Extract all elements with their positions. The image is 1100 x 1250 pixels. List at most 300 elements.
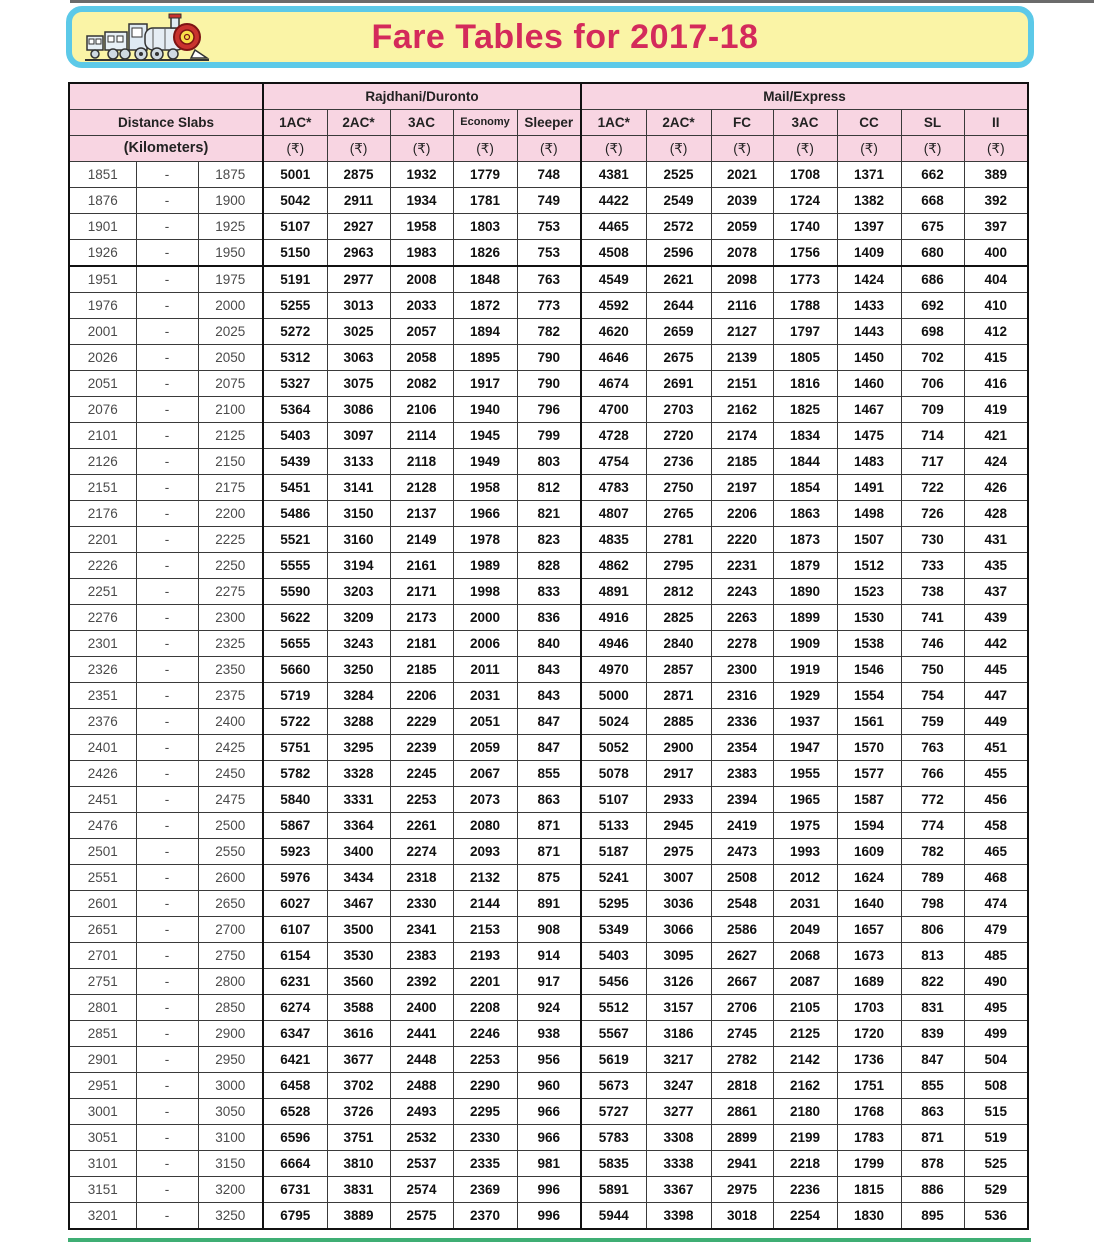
page-title: Fare Tables for 2017-18	[371, 17, 759, 56]
fare-cell: 5590	[263, 579, 327, 605]
distance-dash-cell: -	[136, 761, 198, 787]
distance-to-cell: 2500	[198, 813, 263, 839]
fare-cell: 3295	[327, 735, 390, 761]
fare-cell: 1371	[837, 162, 901, 188]
fare-cell: 4508	[581, 240, 646, 267]
fare-cell: 455	[964, 761, 1028, 787]
fare-cell: 871	[517, 839, 581, 865]
page-bottom-rule	[68, 1238, 1031, 1242]
fare-row	[69, 891, 1028, 917]
fare-cell: 2031	[453, 683, 517, 709]
fare-cell: 2548	[711, 891, 773, 917]
distance-dash-cell: -	[136, 527, 198, 553]
fare-cell: 774	[901, 813, 964, 839]
fare-cell: 397	[964, 214, 1028, 240]
fare-cell: 4807	[581, 501, 646, 527]
fare-cell: 1507	[837, 527, 901, 553]
fare-cell: 2137	[390, 501, 453, 527]
fare-cell: 2812	[646, 579, 711, 605]
fare-cell: 1475	[837, 423, 901, 449]
fare-cell: 2383	[711, 761, 773, 787]
fare-cell: 3007	[646, 865, 711, 891]
distance-dash-cell: -	[136, 319, 198, 345]
steam-train-icon	[72, 10, 222, 64]
fare-cell: 1929	[773, 683, 837, 709]
distance-dash-cell: -	[136, 709, 198, 735]
fare-cell: 6664	[263, 1151, 327, 1177]
fare-cell: 2508	[711, 865, 773, 891]
fare-cell: 2586	[711, 917, 773, 943]
column-header-rajdhani-sleeper: Sleeper	[517, 110, 581, 136]
distance-dash-cell: -	[136, 475, 198, 501]
distance-from-cell: 2951	[69, 1073, 136, 1099]
fare-cell: 504	[964, 1047, 1028, 1073]
distance-to-cell: 2950	[198, 1047, 263, 1073]
distance-dash-cell: -	[136, 839, 198, 865]
distance-from-cell: 2601	[69, 891, 136, 917]
fare-cell: 5078	[581, 761, 646, 787]
fare-cell: 813	[901, 943, 964, 969]
fare-cell: 891	[517, 891, 581, 917]
fare-cell: 1993	[773, 839, 837, 865]
currency-symbol-cell: (₹)	[837, 136, 901, 162]
fare-cell: 5783	[581, 1125, 646, 1151]
fare-row	[69, 214, 1028, 240]
fare-cell: 437	[964, 579, 1028, 605]
fare-cell: 2246	[453, 1021, 517, 1047]
fare-cell: 5867	[263, 813, 327, 839]
fare-cell: 996	[517, 1203, 581, 1230]
column-header-mail-1ac: 1AC*	[581, 110, 646, 136]
fare-cell: 5052	[581, 735, 646, 761]
currency-symbol-cell: (₹)	[453, 136, 517, 162]
distance-from-cell: 1901	[69, 214, 136, 240]
distance-from-cell: 2051	[69, 371, 136, 397]
fare-cell: 1848	[453, 266, 517, 293]
fare-cell: 1736	[837, 1047, 901, 1073]
fare-cell: 6528	[263, 1099, 327, 1125]
fare-cell: 2220	[711, 527, 773, 553]
fare-cell: 1433	[837, 293, 901, 319]
fare-cell: 4465	[581, 214, 646, 240]
fare-cell: 1740	[773, 214, 837, 240]
currency-symbol-cell: (₹)	[773, 136, 837, 162]
fare-cell: 2975	[711, 1177, 773, 1203]
fare-cell: 2132	[453, 865, 517, 891]
fare-cell: 960	[517, 1073, 581, 1099]
fare-cell: 833	[517, 579, 581, 605]
fare-cell: 2575	[390, 1203, 453, 1230]
fare-cell: 2963	[327, 240, 390, 267]
fare-cell: 428	[964, 501, 1028, 527]
fare-cell: 698	[901, 319, 964, 345]
fare-cell: 2039	[711, 188, 773, 214]
distance-to-cell: 1925	[198, 214, 263, 240]
fare-cell: 3331	[327, 787, 390, 813]
fare-row	[69, 1151, 1028, 1177]
fare-row	[69, 397, 1028, 423]
fare-cell: 1781	[453, 188, 517, 214]
fare-row	[69, 1177, 1028, 1203]
distance-dash-cell: -	[136, 293, 198, 319]
fare-cell: 668	[901, 188, 964, 214]
fare-cell: 3467	[327, 891, 390, 917]
fare-cell: 821	[517, 501, 581, 527]
fare-cell: 3203	[327, 579, 390, 605]
fare-cell: 702	[901, 345, 964, 371]
fare-cell: 3194	[327, 553, 390, 579]
fare-cell: 2206	[711, 501, 773, 527]
fare-row	[69, 813, 1028, 839]
fare-cell: 1834	[773, 423, 837, 449]
fare-cell: 2448	[390, 1047, 453, 1073]
fare-cell: 3036	[646, 891, 711, 917]
fare-cell: 1724	[773, 188, 837, 214]
distance-from-cell: 2226	[69, 553, 136, 579]
fare-cell: 871	[517, 813, 581, 839]
fare-cell: 2691	[646, 371, 711, 397]
fare-row	[69, 709, 1028, 735]
fare-cell: 439	[964, 605, 1028, 631]
fare-cell: 5835	[581, 1151, 646, 1177]
fare-cell: 1989	[453, 553, 517, 579]
fare-cell: 1783	[837, 1125, 901, 1151]
fare-cell: 763	[901, 735, 964, 761]
fare-cell: 4728	[581, 423, 646, 449]
fare-cell: 5295	[581, 891, 646, 917]
fare-cell: 2051	[453, 709, 517, 735]
fare-cell: 2149	[390, 527, 453, 553]
fare-cell: 3810	[327, 1151, 390, 1177]
fare-cell: 1587	[837, 787, 901, 813]
fare-cell: 2621	[646, 266, 711, 293]
column-header-rajdhani-3ac: 3AC	[390, 110, 453, 136]
fare-cell: 2236	[773, 1177, 837, 1203]
fare-cell: 1895	[453, 345, 517, 371]
fare-cell: 2933	[646, 787, 711, 813]
distance-to-cell: 2150	[198, 449, 263, 475]
distance-from-cell: 2551	[69, 865, 136, 891]
fare-cell: 1854	[773, 475, 837, 501]
fare-cell: 772	[901, 787, 964, 813]
fare-cell: 5349	[581, 917, 646, 943]
fare-cell: 5891	[581, 1177, 646, 1203]
fare-cell: 2093	[453, 839, 517, 865]
fare-cell: 5840	[263, 787, 327, 813]
fare-cell: 863	[517, 787, 581, 813]
fare-cell: 1797	[773, 319, 837, 345]
fare-cell: 2493	[390, 1099, 453, 1125]
fare-cell: 1805	[773, 345, 837, 371]
fare-cell: 895	[901, 1203, 964, 1230]
fare-cell: 519	[964, 1125, 1028, 1151]
currency-symbol-cell: (₹)	[964, 136, 1028, 162]
column-header-mail-ii: II	[964, 110, 1028, 136]
fare-cell: 2667	[711, 969, 773, 995]
fare-cell: 1958	[453, 475, 517, 501]
distance-from-cell: 2076	[69, 397, 136, 423]
distance-to-cell: 3150	[198, 1151, 263, 1177]
distance-to-cell: 2650	[198, 891, 263, 917]
distance-dash-cell: -	[136, 995, 198, 1021]
fare-cell: 5255	[263, 293, 327, 319]
fare-cell: 5403	[581, 943, 646, 969]
fare-cell: 2142	[773, 1047, 837, 1073]
fare-cell: 3367	[646, 1177, 711, 1203]
fare-cell: 1703	[837, 995, 901, 1021]
distance-dash-cell: -	[136, 1021, 198, 1047]
distance-to-cell: 1875	[198, 162, 263, 188]
fare-cell: 789	[901, 865, 964, 891]
fare-cell: 5024	[581, 709, 646, 735]
fare-cell: 2899	[711, 1125, 773, 1151]
fare-cell: 449	[964, 709, 1028, 735]
distance-from-cell: 2026	[69, 345, 136, 371]
fare-cell: 938	[517, 1021, 581, 1047]
fare-cell: 2782	[711, 1047, 773, 1073]
fare-cell: 686	[901, 266, 964, 293]
fare-cell: 1577	[837, 761, 901, 787]
fare-cell: 4674	[581, 371, 646, 397]
distance-dash-cell: -	[136, 917, 198, 943]
fare-cell: 773	[517, 293, 581, 319]
fare-cell: 2008	[390, 266, 453, 293]
fare-cell: 766	[901, 761, 964, 787]
distance-dash-cell: -	[136, 943, 198, 969]
fare-cell: 2012	[773, 865, 837, 891]
fare-cell: 2400	[390, 995, 453, 1021]
distance-from-cell: 2426	[69, 761, 136, 787]
fare-cell: 1940	[453, 397, 517, 423]
fare-row	[69, 501, 1028, 527]
fare-row	[69, 995, 1028, 1021]
fare-cell: 2765	[646, 501, 711, 527]
fare-cell: 5722	[263, 709, 327, 735]
fare-cell: 2199	[773, 1125, 837, 1151]
fare-row	[69, 1021, 1028, 1047]
fare-cell: 6421	[263, 1047, 327, 1073]
fare-cell: 1673	[837, 943, 901, 969]
fare-cell: 3126	[646, 969, 711, 995]
fare-row	[69, 735, 1028, 761]
fare-cell: 956	[517, 1047, 581, 1073]
fare-cell: 1826	[453, 240, 517, 267]
fare-cell: 782	[517, 319, 581, 345]
distance-to-cell: 1975	[198, 266, 263, 293]
fare-cell: 966	[517, 1125, 581, 1151]
distance-dash-cell: -	[136, 683, 198, 709]
fare-cell: 1932	[390, 162, 453, 188]
fare-cell: 5555	[263, 553, 327, 579]
fare-cell: 2073	[453, 787, 517, 813]
fare-cell: 5567	[581, 1021, 646, 1047]
distance-dash-cell: -	[136, 423, 198, 449]
distance-to-cell: 2125	[198, 423, 263, 449]
fare-cell: 831	[901, 995, 964, 1021]
fare-cell: 4700	[581, 397, 646, 423]
fare-cell: 1873	[773, 527, 837, 553]
fare-cell: 404	[964, 266, 1028, 293]
currency-symbol-cell: (₹)	[390, 136, 453, 162]
fare-cell: 451	[964, 735, 1028, 761]
distance-dash-cell: -	[136, 553, 198, 579]
fare-cell: 5512	[581, 995, 646, 1021]
fare-cell: 675	[901, 214, 964, 240]
fare-cell: 2941	[711, 1151, 773, 1177]
fare-cell: 1624	[837, 865, 901, 891]
fare-cell: 2572	[646, 214, 711, 240]
fare-cell: 2080	[453, 813, 517, 839]
fare-cell: 2185	[390, 657, 453, 683]
fare-row	[69, 865, 1028, 891]
fare-cell: 2300	[711, 657, 773, 683]
fare-cell: 1909	[773, 631, 837, 657]
fare-cell: 3243	[327, 631, 390, 657]
fare-cell: 5364	[263, 397, 327, 423]
fare-cell: 2098	[711, 266, 773, 293]
fare-row	[69, 553, 1028, 579]
fare-cell: 2885	[646, 709, 711, 735]
distance-to-cell: 2050	[198, 345, 263, 371]
fare-cell: 392	[964, 188, 1028, 214]
fare-cell: 1546	[837, 657, 901, 683]
fare-cell: 2488	[390, 1073, 453, 1099]
fare-cell: 3616	[327, 1021, 390, 1047]
column-header-mail-2ac: 2AC*	[646, 110, 711, 136]
fare-cell: 847	[517, 709, 581, 735]
fare-cell: 6027	[263, 891, 327, 917]
fare-cell: 2392	[390, 969, 453, 995]
fare-cell: 536	[964, 1203, 1028, 1230]
fare-cell: 5327	[263, 371, 327, 397]
fare-cell: 5719	[263, 683, 327, 709]
fare-cell: 5521	[263, 527, 327, 553]
fare-cell: 871	[901, 1125, 964, 1151]
fare-cell: 2105	[773, 995, 837, 1021]
fare-cell: 389	[964, 162, 1028, 188]
fare-cell: 843	[517, 683, 581, 709]
distance-dash-cell: -	[136, 188, 198, 214]
fare-cell: 2736	[646, 449, 711, 475]
distance-dash-cell: -	[136, 345, 198, 371]
distance-to-cell: 3200	[198, 1177, 263, 1203]
fare-cell: 3160	[327, 527, 390, 553]
distance-dash-cell: -	[136, 214, 198, 240]
fare-cell: 1919	[773, 657, 837, 683]
fare-cell: 3751	[327, 1125, 390, 1151]
distance-dash-cell: -	[136, 501, 198, 527]
fare-cell: 1460	[837, 371, 901, 397]
fare-cell: 2193	[453, 943, 517, 969]
fare-cell: 2911	[327, 188, 390, 214]
distance-to-cell: 2425	[198, 735, 263, 761]
distance-from-cell: 3151	[69, 1177, 136, 1203]
fare-cell: 2336	[711, 709, 773, 735]
distance-from-cell: 3101	[69, 1151, 136, 1177]
distance-from-cell: 1876	[69, 188, 136, 214]
fare-row	[69, 917, 1028, 943]
group-header-rajdhani: Rajdhani/Duronto	[263, 83, 581, 110]
distance-from-cell: 2251	[69, 579, 136, 605]
fare-cell: 3133	[327, 449, 390, 475]
fare-cell: 2180	[773, 1099, 837, 1125]
fare-cell: 5439	[263, 449, 327, 475]
fare-cell: 3288	[327, 709, 390, 735]
fare-cell: 1965	[773, 787, 837, 813]
fare-cell: 759	[901, 709, 964, 735]
fare-cell: 2139	[711, 345, 773, 371]
fare-cell: 847	[517, 735, 581, 761]
fare-cell: 2857	[646, 657, 711, 683]
distance-to-cell: 2900	[198, 1021, 263, 1047]
distance-to-cell: 2025	[198, 319, 263, 345]
fare-cell: 2153	[453, 917, 517, 943]
fare-row	[69, 969, 1028, 995]
distance-to-cell: 2475	[198, 787, 263, 813]
column-header-rajdhani-economy: Economy	[453, 110, 517, 136]
fare-cell: 1949	[453, 449, 517, 475]
column-header-mail-fc: FC	[711, 110, 773, 136]
fare-cell: 3434	[327, 865, 390, 891]
distance-from-cell: 2326	[69, 657, 136, 683]
fare-cell: 1947	[773, 735, 837, 761]
fare-cell: 2144	[453, 891, 517, 917]
distance-from-cell: 2901	[69, 1047, 136, 1073]
distance-to-cell: 2175	[198, 475, 263, 501]
fare-cell: 839	[901, 1021, 964, 1047]
fare-cell: 875	[517, 865, 581, 891]
fare-cell: 490	[964, 969, 1028, 995]
fare-cell: 6107	[263, 917, 327, 943]
distance-dash-cell: -	[136, 969, 198, 995]
fare-cell: 2861	[711, 1099, 773, 1125]
fare-cell: 5241	[581, 865, 646, 891]
fare-cell: 2644	[646, 293, 711, 319]
distance-from-cell: 2176	[69, 501, 136, 527]
fare-cell: 2067	[453, 761, 517, 787]
distance-from-cell: 2351	[69, 683, 136, 709]
fare-cell: 754	[901, 683, 964, 709]
fare-cell: 400	[964, 240, 1028, 267]
fare-cell: 2049	[773, 917, 837, 943]
distance-group-spacer	[69, 83, 263, 110]
fare-cell: 6458	[263, 1073, 327, 1099]
fare-cell: 2173	[390, 605, 453, 631]
fare-cell: 2059	[711, 214, 773, 240]
column-label-row	[69, 110, 1028, 136]
fare-cell: 4646	[581, 345, 646, 371]
fare-cell: 1768	[837, 1099, 901, 1125]
fare-cell: 2341	[390, 917, 453, 943]
fare-cell: 421	[964, 423, 1028, 449]
fare-row	[69, 657, 1028, 683]
fare-cell: 2525	[646, 162, 711, 188]
fare-cell: 806	[901, 917, 964, 943]
fare-cell: 1945	[453, 423, 517, 449]
fare-cell: 2917	[646, 761, 711, 787]
fare-cell: 2871	[646, 683, 711, 709]
fare-cell: 2114	[390, 423, 453, 449]
fare-cell: 5976	[263, 865, 327, 891]
fare-row	[69, 1047, 1028, 1073]
distance-dash-cell: -	[136, 266, 198, 293]
distance-from-cell: 2651	[69, 917, 136, 943]
currency-symbol-cell: (₹)	[901, 136, 964, 162]
fare-cell: 753	[517, 214, 581, 240]
fare-cell: 1397	[837, 214, 901, 240]
fare-cell: 431	[964, 527, 1028, 553]
distance-from-cell: 2851	[69, 1021, 136, 1047]
